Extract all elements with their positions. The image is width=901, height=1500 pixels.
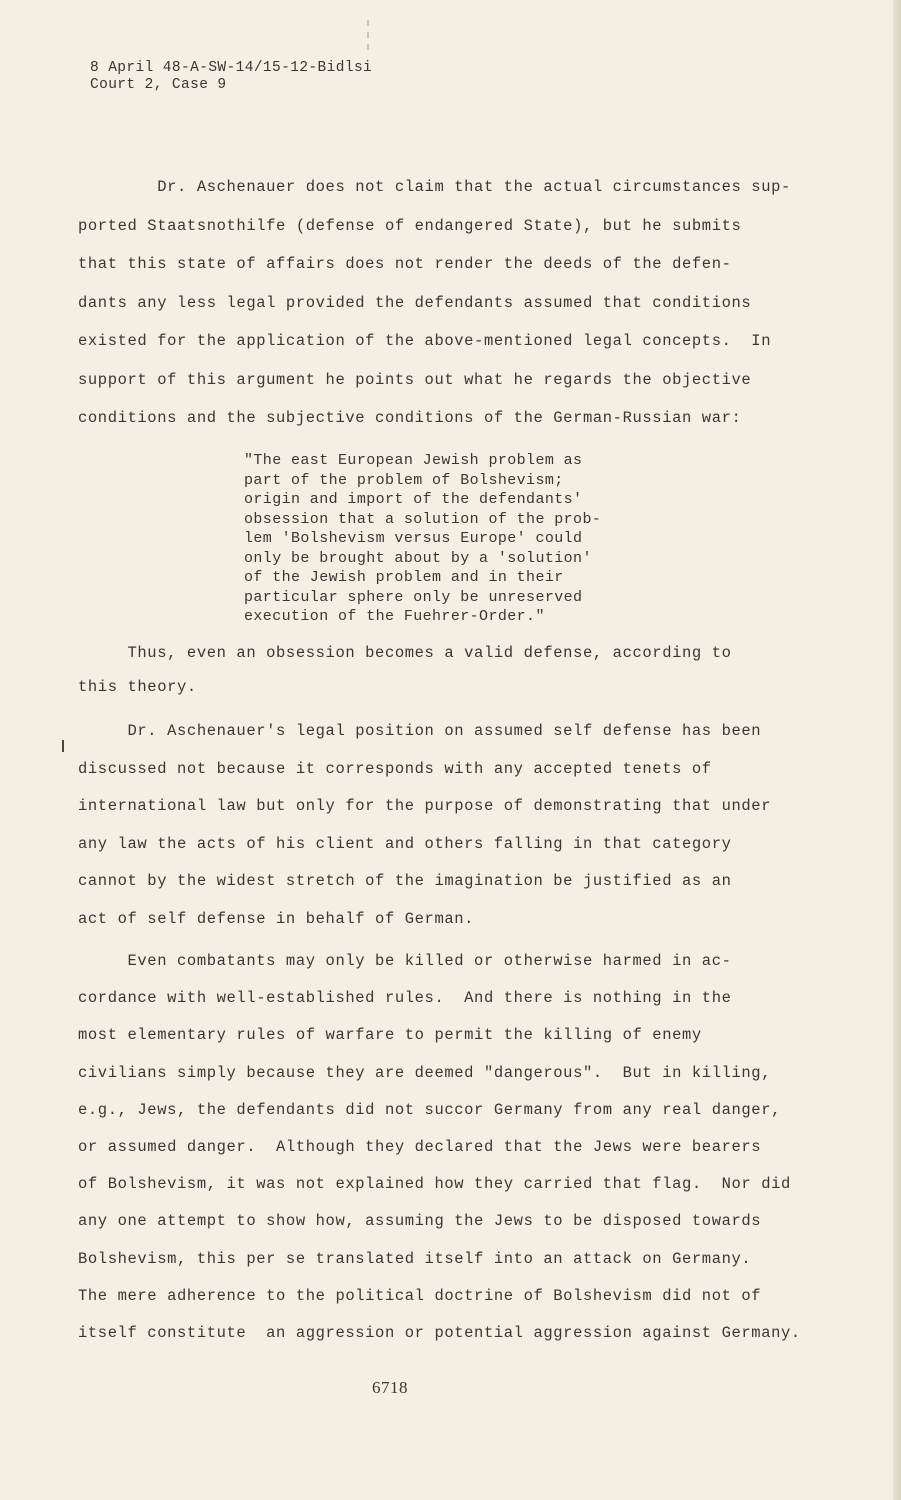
- block-quote: [244, 452, 601, 628]
- header-reference: 8 April 48-A-SW-14/15-12-Bidlsi: [90, 60, 373, 76]
- text-line: Dr. Aschenauer's legal position on assumed self defense has been: [78, 722, 762, 740]
- header-court: Court 2, Case 9: [90, 77, 227, 93]
- page-number: 6718: [372, 1378, 408, 1397]
- quote-line: "The east European Jewish problem as: [244, 452, 583, 469]
- text-line: conditions and the subjective conditions of the German-Russian war:: [78, 409, 742, 427]
- text-line: any one attempt to show how, assuming the Jews to be disposed towards: [78, 1212, 762, 1231]
- text-line: that this state of affairs does not render the deeds of the defen-: [78, 255, 732, 273]
- text-line: international law but only for the purpose of demonstrating that under: [78, 797, 772, 815]
- page-edge: [893, 0, 901, 1500]
- text-line: or assumed danger. Although they declared that the Jews were bearers: [78, 1137, 762, 1156]
- quote-line: only be brought about by a 'solution': [244, 549, 592, 567]
- text-line: existed for the application of the above-mentioned legal concepts. In: [78, 332, 772, 350]
- text-line: Even combatants may only be killed or otherwise harmed in ac-: [78, 952, 732, 970]
- text-line: dants any less legal provided the defendants assumed that conditions: [78, 293, 752, 312]
- text-line: act of self defense in behalf of German.: [78, 909, 475, 928]
- text-line: this theory.: [78, 678, 197, 696]
- text-line: of Bolshevism, it was not explained how they carried that flag. Nor did: [78, 1175, 791, 1194]
- quote-line: part of the problem of Bolshevism;: [244, 471, 564, 489]
- punch-mark: [367, 20, 369, 50]
- document-header: [90, 60, 372, 94]
- quote-line: particular sphere only be unreserved: [244, 588, 583, 606]
- text-line: civilians simply because they are deemed "dangerous". But in killing,: [78, 1063, 772, 1082]
- text-line: Bolshevism, this per se translated itself into an attack on Germany.: [78, 1249, 752, 1268]
- text-line: The mere adherence to the political doctrine of Bolshevism did not of: [78, 1286, 762, 1305]
- quote-line: execution of the Fuehrer-Order.": [244, 608, 545, 625]
- quote-line: origin and import of the defendants': [244, 491, 583, 508]
- quote-line: obsession that a solution of the prob-: [244, 510, 602, 528]
- paragraph-1: [78, 178, 791, 448]
- paragraph-2: [78, 644, 778, 712]
- text-line: cordance with well-established rules. And there is nothing in the: [78, 989, 732, 1008]
- text-line: support of this argument he points out what he regards the objective: [78, 370, 752, 389]
- text-line: discussed not because it corresponds with any accepted tenets of: [78, 759, 712, 778]
- paragraph-4: [78, 952, 801, 1361]
- text-line: ported Staatsnothilfe (defense of endangered State), but he submits: [78, 216, 742, 235]
- text-line: cannot by the widest stretch of the imagination be justified as an: [78, 872, 732, 890]
- text-line: itself constitute an aggression or potential aggression against Germany.: [78, 1323, 801, 1342]
- quote-line: lem 'Bolshevism versus Europe' could: [244, 530, 583, 547]
- quote-line: of the Jewish problem and in their: [244, 569, 564, 586]
- margin-mark: [62, 740, 64, 752]
- text-line: Thus, even an obsession becomes a valid defense, according to: [78, 644, 732, 662]
- text-line: e.g., Jews, the defendants did not succor Germany from any real danger,: [78, 1100, 782, 1119]
- text-line: any law the acts of his client and others falling in that category: [78, 834, 732, 853]
- text-line: Dr. Aschenauer does not claim that the actual circumstances sup-: [78, 178, 791, 196]
- paragraph-3: [78, 722, 778, 947]
- text-line: most elementary rules of warfare to permit the killing of enemy: [78, 1026, 702, 1045]
